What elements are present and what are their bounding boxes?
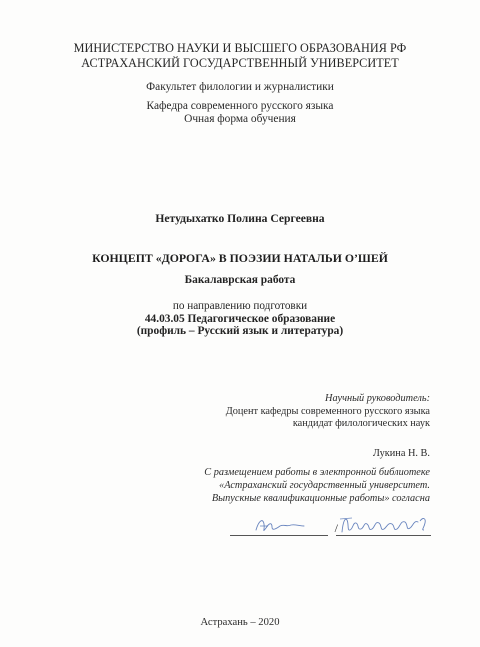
work-type: Бакалаврская работа <box>184 274 296 286</box>
faculty-name: Факультет филологии и журналистики <box>146 81 334 93</box>
supervisor-position: Доцент кафедры современного русского языка <box>225 406 430 417</box>
consent-line-2: «Астраханский государственный университет. <box>219 480 430 491</box>
supervisor-label: Научный руководитель: <box>325 393 430 404</box>
author-name: Нетудыхатко Полина Сергеевна <box>155 212 325 225</box>
consent-line-3: Выпускные квалификационные работы» согласна <box>211 493 430 504</box>
city-year: Астрахань – 2020 <box>200 617 280 628</box>
department-name: Кафедра современного русского языка <box>146 100 334 112</box>
signature-separator: / <box>334 521 338 535</box>
ministry-name: МИНИСТЕРСТВО НАУКИ И ВЫСШЕГО ОБРАЗОВАНИЯ РФ <box>73 41 407 55</box>
university-name: АСТРАХАНСКИЙ ГОСУДАРСТВЕННЫЙ УНИВЕРСИТЕТ <box>81 56 399 70</box>
study-form: Очная форма обучения <box>184 113 296 125</box>
supervisor-name: Лукина Н. В. <box>372 448 430 459</box>
supervisor-degree: кандидат филологических наук <box>292 418 430 429</box>
consent-line-1: С размещением работы в электронной библиотеке <box>204 467 430 478</box>
direction-code: 44.03.05 Педагогическое образование <box>144 313 336 325</box>
profile: (профиль – Русский язык и литература) <box>136 325 344 337</box>
direction-label: по направлению подготовки <box>172 300 308 312</box>
work-title: КОНЦЕПТ «ДОРОГА» В ПОЭЗИИ НАТАЛЬИ О’ШЕЙ <box>92 251 388 265</box>
